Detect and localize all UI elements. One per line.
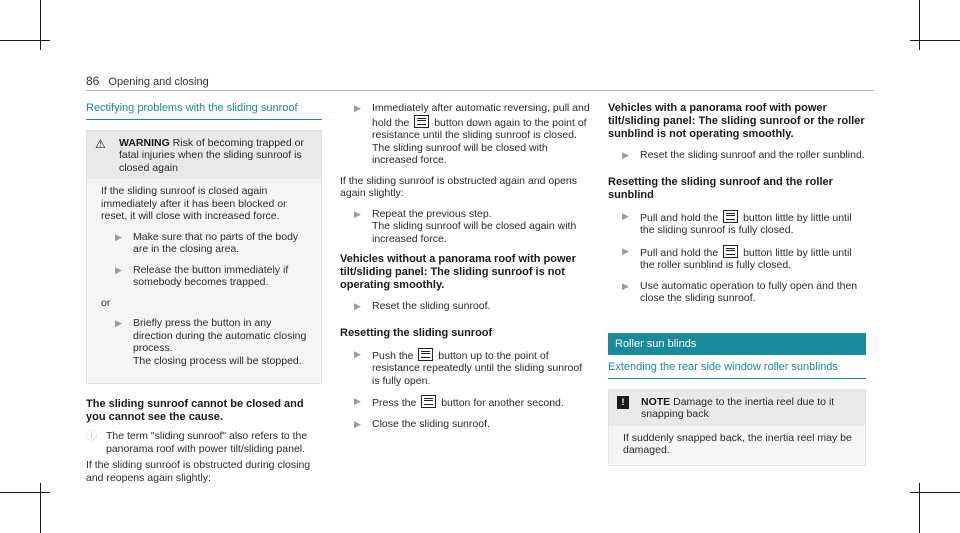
notice-label: NOTE <box>641 395 671 408</box>
notice-box <box>608 389 866 466</box>
arrow-icon: ▶ <box>622 245 629 256</box>
warning-body <box>87 179 321 383</box>
warning-box <box>86 130 322 385</box>
column-1 <box>86 102 322 488</box>
step-text: Close the sliding sunroof. <box>372 417 490 430</box>
list-item <box>354 348 590 388</box>
warning-label: WARNING <box>119 136 170 149</box>
list-item <box>354 208 590 246</box>
list-item <box>622 149 866 162</box>
arrow-icon: ▶ <box>354 396 361 406</box>
step-text: Push the <box>372 349 414 362</box>
step-result: The sliding sunroof will be closed again with increased force. <box>372 220 577 245</box>
list-item <box>115 264 313 289</box>
arrow-icon: ▶ <box>115 318 122 328</box>
arrow-icon: ▶ <box>354 103 361 113</box>
crop-mark <box>0 40 50 41</box>
heading: Resetting the sliding sunroof and the roller sunblind <box>608 175 833 201</box>
page-header <box>86 74 209 88</box>
sunroof-button-icon <box>723 245 738 258</box>
step-text: button little by little until the sliding sunroof is fully closed. <box>640 211 852 236</box>
warning-title <box>119 137 313 175</box>
step-text: Use automatic operation to fully open and then close the sliding sunroof. <box>640 279 858 304</box>
note-text: The term "sliding sunroof" also refers to the panorama roof with power tilt/sliding panel. <box>106 430 308 455</box>
arrow-icon: ▶ <box>354 348 361 359</box>
crop-mark <box>919 0 920 50</box>
column-3 <box>608 102 866 466</box>
crop-mark <box>0 492 50 493</box>
crop-mark <box>40 0 41 50</box>
step-text: button up to the point of resistance repeatedly until the sliding sunroof is fully open. <box>372 349 583 387</box>
header-divider <box>86 90 874 91</box>
info-icon: ⓘ <box>86 430 97 442</box>
sunroof-button-icon <box>723 210 738 223</box>
list-item <box>115 317 313 367</box>
arrow-icon: ▶ <box>622 280 629 291</box>
subsection-title[interactable]: Extending the rear side window roller sunblinds <box>608 361 866 379</box>
crop-mark <box>40 483 41 533</box>
notice-title <box>641 396 857 421</box>
arrow-icon: ▶ <box>354 208 361 219</box>
paragraph: If the sliding sunroof is obstructed again and opens again slightly: <box>340 174 577 199</box>
step-text: Reset the sliding sunroof. <box>372 300 491 312</box>
step-text: Reset the sliding sunroof and the roller sunblind. <box>640 149 865 161</box>
step-text: Release the button immediately if somebody becomes trapped. <box>133 263 289 288</box>
list-item <box>354 300 590 313</box>
sunroof-button-icon <box>418 348 433 361</box>
list-item <box>622 245 866 272</box>
section-name: Opening and closing <box>108 76 209 88</box>
sunroof-button-icon <box>414 115 429 128</box>
warning-text: Risk of becoming trapped or fatal injuries when the sliding sunroof is closed again <box>119 136 304 174</box>
heading: The sliding sunroof cannot be closed and you cannot see the cause. <box>86 398 304 423</box>
heading: Vehicles with a panorama roof with power tilt/sliding panel: The sliding sunroof or the roller sunblind is not operating smoothly. <box>608 102 865 140</box>
or-label: or <box>101 296 111 309</box>
paragraph: If the sliding sunroof is obstructed during closing and reopens again slightly: <box>86 459 311 484</box>
warning-paragraph: If the sliding sunroof is closed again immediately after it has been blocked or reset, it will close with increased force. <box>101 185 287 222</box>
list-item <box>354 395 590 410</box>
list-item <box>622 280 866 305</box>
notice-header <box>609 390 865 426</box>
warning-triangle-icon: ⚠ <box>95 136 106 151</box>
crop-mark <box>910 40 960 41</box>
arrow-icon: ▶ <box>622 150 629 160</box>
column-2 <box>340 102 590 438</box>
arrow-icon: ▶ <box>115 231 122 242</box>
section-title[interactable]: Rectifying problems with the sliding sunroof <box>86 102 322 120</box>
note <box>86 430 322 455</box>
step-text: Press the <box>372 397 417 409</box>
list-item <box>354 102 590 167</box>
notice-body: If suddenly snapped back, the inertia reel may be damaged. <box>609 426 865 465</box>
crop-mark <box>919 483 920 533</box>
step-text: button little by little until the roller sunblind is fully closed. <box>640 246 852 271</box>
exclamation-icon: ! <box>617 396 629 409</box>
heading: Vehicles without a panorama roof with power tilt/sliding panel: The sliding sunroof is not operating smoothly. <box>340 253 576 291</box>
notice-text: Damage to the inertia reel due to it snapping back <box>641 395 835 420</box>
step-text: Repeat the previous step. <box>372 207 492 220</box>
list-item <box>115 231 313 256</box>
heading: Resetting the sliding sunroof <box>340 326 493 339</box>
step-result: The closing process will be stopped. <box>133 354 302 367</box>
crop-mark <box>910 492 960 493</box>
list-item <box>622 210 866 237</box>
step-text: Briefly press the button in any direction during the automatic closing process. <box>133 317 307 354</box>
list-item <box>354 418 590 431</box>
arrow-icon: ▶ <box>354 301 361 311</box>
step-result: The sliding sunroof will be closed with increased force. <box>372 141 548 166</box>
step-text: button for another second. <box>441 397 564 409</box>
step-text: Immediately after automatic reversing, pull and hold the <box>372 102 590 129</box>
arrow-icon: ▶ <box>354 418 361 429</box>
arrow-icon: ▶ <box>115 264 122 275</box>
step-text: Pull and hold the <box>640 246 719 259</box>
sunroof-button-icon <box>421 395 436 408</box>
step-text: Make sure that no parts of the body are in the closing area. <box>133 230 299 255</box>
step-text: Pull and hold the <box>640 211 719 224</box>
arrow-icon: ▶ <box>622 210 629 221</box>
page-number: 86 <box>86 74 100 88</box>
section-bar: Roller sun blinds <box>608 333 866 356</box>
step-text: button down again to the point of resistance until the sliding sunroof is closed. <box>372 116 587 141</box>
warning-header <box>87 131 321 180</box>
